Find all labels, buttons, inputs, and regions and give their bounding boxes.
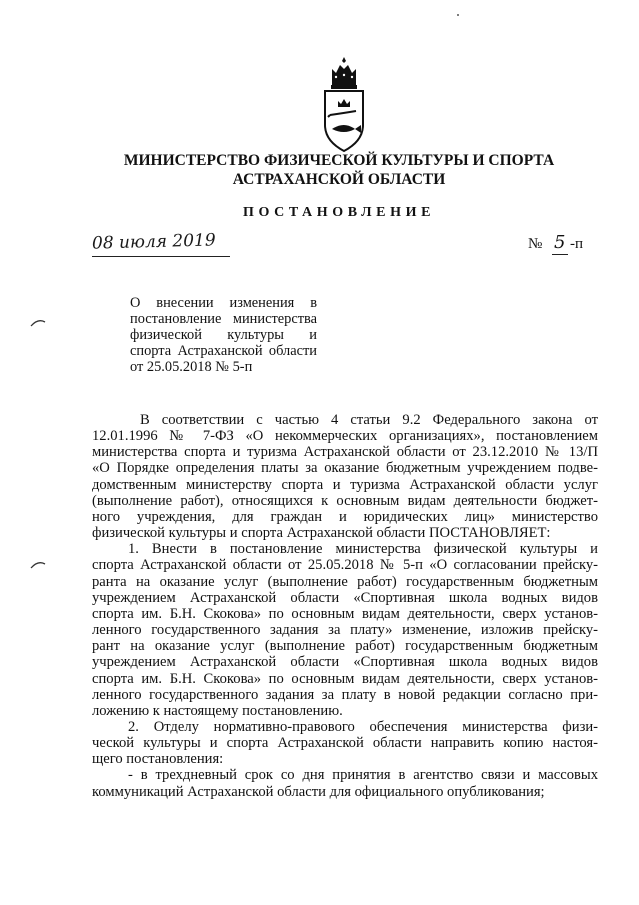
subject-line: физической культуры и xyxy=(130,327,317,343)
body-line: щего постановления: xyxy=(92,751,224,768)
body-line: 12.01.1996 № 7-ФЗ «О некоммерческих организациях», постановлением xyxy=(92,428,598,445)
date-underline xyxy=(92,256,230,257)
document-body xyxy=(92,412,598,800)
body-line: ного учреждения, для граждан и юридических лиц» министерство xyxy=(92,508,598,525)
ministry-title xyxy=(100,151,578,189)
scan-mark-icon xyxy=(30,560,46,570)
body-line: спорта Астраханской области от 25.05.2018 № 5-п «О согласовании прейску- xyxy=(92,557,598,574)
body-line: учреждением Астраханской области «Спортивная школа водных видов xyxy=(92,654,598,671)
ministry-title-line2: АСТРАХАНСКОЙ ОБЛАСТИ xyxy=(232,171,446,188)
speck xyxy=(457,14,459,16)
body-line: (выполнение работ), относящихся к основным видам деятельности бюджет- xyxy=(92,492,598,509)
body-line: министерства спорта и туризма Астраханской области от 23.12.2010 № 13/П xyxy=(92,444,598,461)
subject-line: от 25.05.2018 № 5-п xyxy=(130,359,253,375)
body-line: 2. Отделу нормативно-правового обеспечения министерства физи- xyxy=(128,718,598,735)
body-line: В соответствии с частью 4 статьи 9.2 Федерального закона от xyxy=(140,412,598,428)
body-line: спорта им. Б.Н. Скокова» по основным видам деятельности, сверх установ- xyxy=(92,605,598,622)
document-date xyxy=(92,230,232,260)
coat-of-arms-emblem xyxy=(319,55,369,155)
document-number xyxy=(528,234,598,260)
body-line: «О Порядке определения платы за оказание бюджетным учреждением подве- xyxy=(92,460,598,477)
body-line: - в трехдневный срок со дня принятия в агентство связи и массовых xyxy=(128,767,598,784)
subject-line: О внесении изменения в xyxy=(130,295,317,311)
subject-line: спорта Астраханской области xyxy=(130,343,317,359)
number-underline xyxy=(552,254,568,255)
handwritten-date: 08 июля 2019 xyxy=(91,230,216,254)
body-line: учреждением Астраханской области «Спортивная школа водных видов xyxy=(92,589,598,606)
body-line: физической культуры и спорта Астраханской области ПОСТАНОВЛЯЕТ: xyxy=(92,525,551,542)
body-line: рант на оказание услуг (выполнение работ) государственным бюджетным xyxy=(92,638,598,655)
body-line: 1. Внести в постановление министерства физической культуры и xyxy=(128,541,598,558)
subject-line: постановление министерства xyxy=(130,311,317,327)
document-type-title: ПОСТАНОВЛЕНИЕ xyxy=(242,205,436,220)
body-line: ческой культуры и спорта Астраханской области направить копию настоя- xyxy=(92,735,598,752)
scan-mark-icon xyxy=(30,318,46,328)
body-line: ленного государственного задания за плату» изменение, изложив прейску- xyxy=(92,622,598,639)
number-sign: № xyxy=(528,236,543,252)
number-suffix: -п xyxy=(570,236,584,252)
handwritten-number: 5 xyxy=(554,232,566,253)
body-line: домственным министерству спорта и туризма Астраханской области услуг xyxy=(92,476,598,493)
body-line: ложению к настоящему постановлению. xyxy=(92,702,343,719)
body-line: коммуникаций Астраханской области для официального опубликования; xyxy=(92,783,545,800)
body-line: ленного государственного задания за плату в новой редакции согласно при- xyxy=(92,686,598,703)
subject-block xyxy=(130,295,317,375)
ministry-title-line1: МИНИСТЕРСТВО ФИЗИЧЕСКОЙ КУЛЬТУРЫ И СПОРТА xyxy=(123,152,555,169)
body-line: спорта им. Б.Н. Скокова» по основным видам деятельности, сверх установ- xyxy=(92,670,598,687)
body-line: ранта на оказание услуг (выполнение работ) государственным бюджетным xyxy=(92,573,598,590)
